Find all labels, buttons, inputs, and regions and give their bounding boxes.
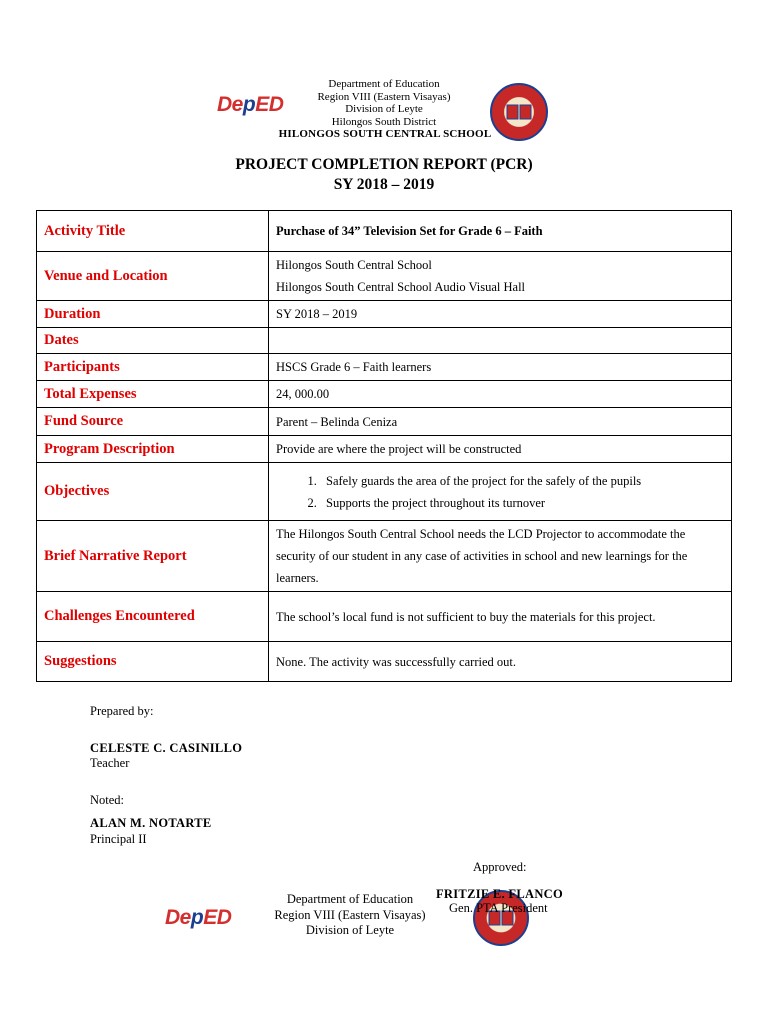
row-venue	[37, 252, 732, 301]
footer-line-3: Division of Leyte	[305, 923, 395, 937]
report-school-year: SY 2018 – 2019	[333, 176, 435, 193]
row-objectives	[37, 463, 732, 521]
header-school-name: HILONGOS SOUTH CENTRAL SCHOOL	[278, 128, 492, 140]
header-line-3: Division of Leyte	[345, 103, 423, 115]
label-suggestions: Suggestions	[37, 642, 269, 682]
prepared-by-name: CELESTE C. CASINILLO	[90, 741, 243, 755]
value-dates	[269, 328, 732, 354]
row-participants	[37, 354, 732, 381]
noted-role: Principal II	[90, 832, 147, 846]
value-activity-title: Purchase of 34” Television Set for Grade 6 – Faith	[269, 211, 732, 252]
label-dates: Dates	[37, 328, 269, 354]
header-line-2: Region VIII (Eastern Visayas)	[317, 90, 451, 103]
row-duration	[37, 301, 732, 328]
label-venue: Venue and Location	[37, 252, 269, 301]
label-program-description: Program Description	[37, 436, 269, 463]
value-program-description: Provide are where the project will be constructed	[269, 436, 732, 463]
approved-role: Gen. PTA President	[449, 901, 548, 915]
objective-item: 1. Safely guards the area of the project for the safely of the pupils	[320, 470, 724, 492]
row-fund-source	[37, 408, 732, 436]
value-suggestions: None. The activity was successfully carried out.	[269, 642, 732, 682]
value-objectives	[269, 463, 732, 521]
approved-label: Approved:	[473, 860, 527, 874]
footer-agency-lines	[252, 892, 448, 939]
objective-item: 2. Supports the project throughout its turnover	[320, 492, 724, 514]
row-activity-title	[37, 211, 732, 252]
label-duration: Duration	[37, 301, 269, 328]
objectives-list	[320, 470, 724, 514]
label-narrative: Brief Narrative Report	[37, 521, 269, 592]
noted-name: ALAN M. NOTARTE	[90, 816, 212, 830]
label-activity-title: Activity Title	[37, 211, 269, 252]
footer-line-2: Region VIII (Eastern Visayas)	[274, 907, 426, 922]
pcr-table	[36, 210, 732, 682]
label-fund-source: Fund Source	[37, 408, 269, 436]
value-venue-line-1: Hilongos South Central School	[276, 258, 432, 272]
row-challenges	[37, 592, 732, 642]
footer-deped-logo: DepED	[165, 906, 232, 929]
row-program-description	[37, 436, 732, 463]
value-venue	[269, 252, 732, 301]
value-total-expenses: 24, 000.00	[269, 381, 732, 408]
header-line-1: Department of Education	[328, 78, 440, 90]
header-line-4: Hilongos South District	[331, 115, 437, 128]
value-fund-source: Parent – Belinda Ceniza	[269, 408, 732, 436]
row-total-expenses	[37, 381, 732, 408]
label-challenges: Challenges Encountered	[37, 592, 269, 642]
row-narrative	[37, 521, 732, 592]
value-challenges: The school’s local fund is not sufficient to buy the materials for this project.	[269, 592, 732, 642]
header-agency-lines	[250, 78, 518, 128]
noted-label: Noted:	[90, 793, 125, 807]
prepared-by-label: Prepared by:	[90, 704, 154, 718]
label-objectives: Objectives	[37, 463, 269, 521]
approved-name: FRITZIE E. FLANCO	[436, 887, 563, 901]
footer-line-1: Department of Education	[286, 892, 414, 906]
value-narrative: The Hilongos South Central School needs the LCD Projector to accommodate the security of our student in any case of activities in school and new learnings for the learners.	[269, 521, 732, 592]
report-title: PROJECT COMPLETION REPORT (PCR)	[235, 156, 533, 173]
row-dates	[37, 328, 732, 354]
label-total-expenses: Total Expenses	[37, 381, 269, 408]
label-participants: Participants	[37, 354, 269, 381]
value-participants: HSCS Grade 6 – Faith learners	[269, 354, 732, 381]
row-suggestions	[37, 642, 732, 682]
value-duration: SY 2018 – 2019	[269, 301, 732, 328]
value-venue-line-2: Hilongos South Central School Audio Visual Hall	[276, 280, 526, 294]
deped-logo: DepED	[217, 93, 284, 116]
prepared-by-role: Teacher	[90, 756, 130, 770]
